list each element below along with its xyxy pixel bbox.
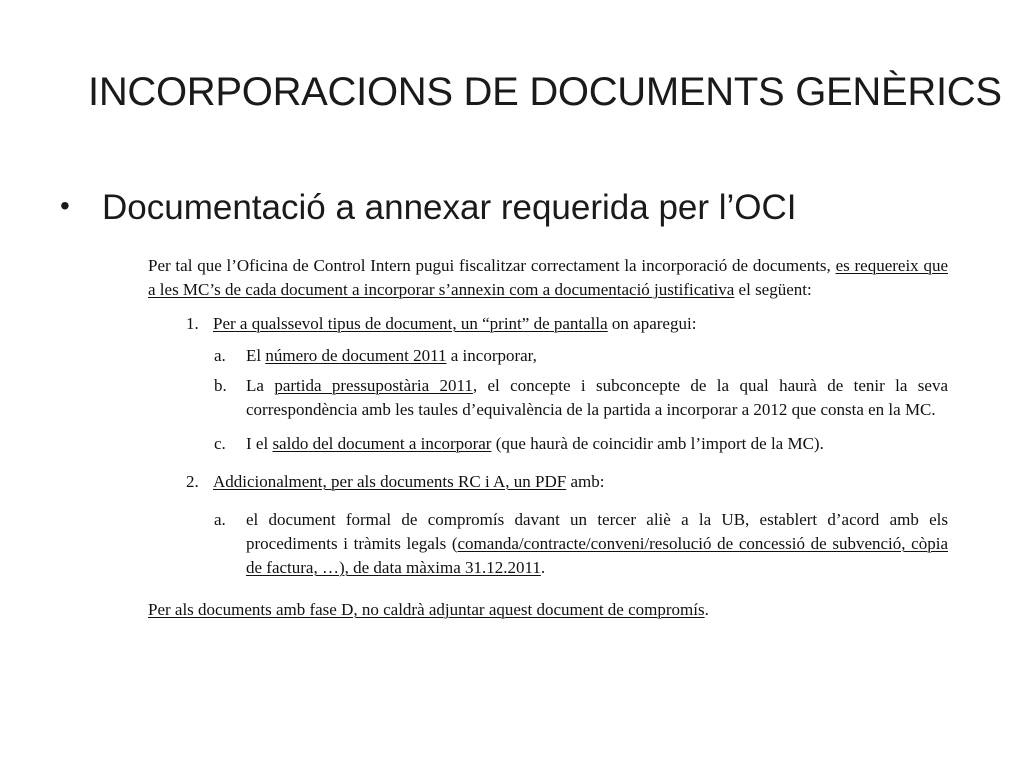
list-item-1a-text-end: a incorporar,: [446, 346, 537, 365]
list-item-1a: [148, 344, 948, 368]
list-number: 1.: [186, 314, 199, 333]
footer-note-text: .: [704, 600, 709, 619]
list-item-1b-text: La: [246, 376, 275, 395]
list-item-2: [148, 470, 948, 494]
list-item-1-text: on aparegui:: [607, 314, 697, 333]
intro-underlined-text: es requereix que a les MC’s de cada document a incorporar s’annexin com a documentació justificativa: [148, 256, 948, 299]
intro-paragraph: [148, 254, 948, 302]
list-item-2-text: amb:: [566, 472, 605, 491]
list-item-1b: [148, 374, 948, 422]
slide-title: INCORPORACIONS DE DOCUMENTS GENÈRICS: [88, 70, 1002, 114]
list-item-1-underlined-text: Per a qualssevol tipus de document, un “print” de pantalla: [213, 314, 608, 333]
list-letter: a.: [214, 346, 226, 365]
list-item-1b-text-end: , el concepte i subconcepte de la qual haurà de tenir la seva correspondència amb les taules d’equivalència de la partida a incorporar a 2012 que consta en la MC.: [246, 376, 948, 419]
intro-text-end: el següent:: [734, 280, 812, 299]
list-item-1c: [148, 432, 948, 456]
list-number: 2.: [186, 472, 199, 491]
list-letter: b.: [214, 376, 227, 395]
list-item-1c-text-end: (que haurà de coincidir amb l’import de la MC).: [491, 434, 824, 453]
list-letter: a.: [214, 510, 226, 529]
list-item-2a: [148, 508, 948, 580]
list-item-2-underlined-text: Addicionalment, per als documents RC i A, un PDF: [213, 472, 567, 491]
list-item-2a-text-end: .: [540, 558, 546, 577]
intro-text: Per tal que l’Oficina de Control Intern pugui fiscalitzar correctament la incorporació de documents,: [148, 256, 836, 275]
bullet-text: Documentació a annexar requerida per l’OCI: [102, 188, 797, 227]
list-item-1c-text: I el: [246, 434, 273, 453]
list-item-1c-underlined-text: saldo del document a incorporar: [272, 434, 492, 453]
bullet-point: [60, 188, 1000, 228]
footer-note: [148, 598, 948, 622]
list-item-1a-text: El: [246, 346, 266, 365]
list-item-1: [148, 312, 948, 336]
footer-note-underlined-text: Per als documents amb fase D, no caldrà adjuntar aquest document de compromís: [148, 600, 705, 619]
list-item-1a-underlined-text: número de document 2011: [265, 346, 447, 365]
list-item-1b-underlined-text: partida pressupostària 2011: [274, 376, 473, 395]
list-item-2a-text: el document formal de compromís davant un tercer aliè a la UB, establert d’acord amb els procediments i tràmits legals (: [246, 510, 948, 553]
list-letter: c.: [214, 434, 226, 453]
list-item-2a-underlined-text: comanda/contracte/conveni/resolució de concessió de subvenció, còpia de factura, …), de data màxima 31.12.2011: [246, 534, 948, 577]
bullet-icon: •: [60, 190, 70, 221]
document-excerpt: [148, 254, 948, 622]
